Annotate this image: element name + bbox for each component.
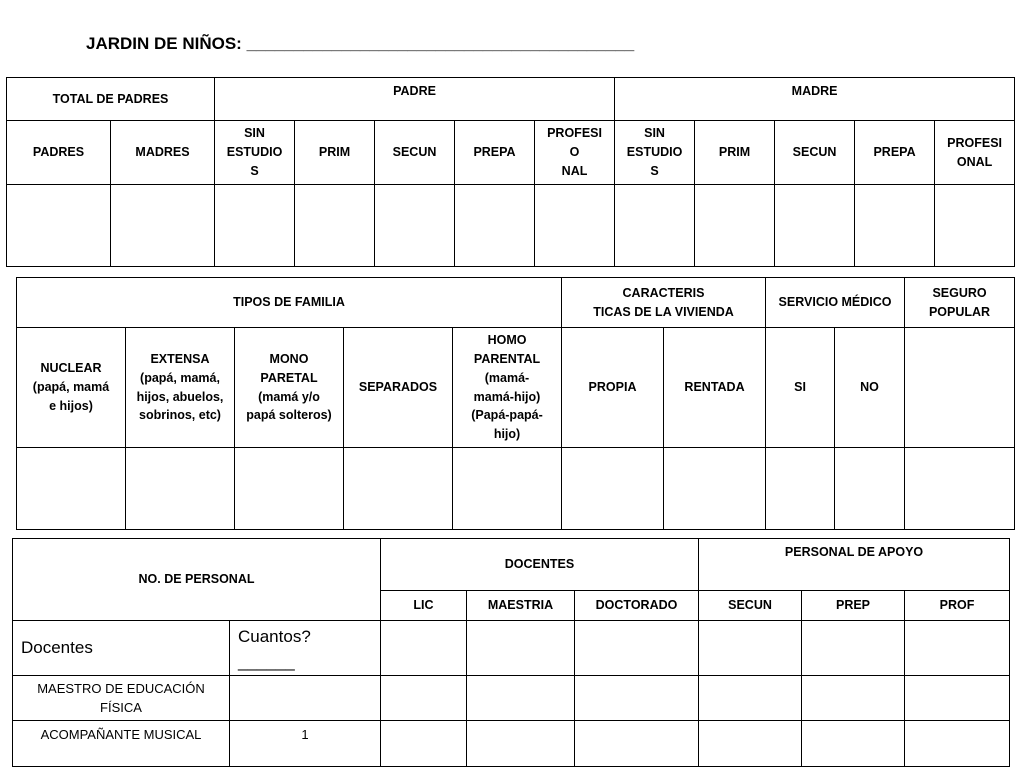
col-secun: SECUN: [699, 591, 802, 621]
entry-cell[interactable]: [562, 448, 664, 530]
entry-cell[interactable]: [775, 185, 855, 267]
entry-cell[interactable]: [835, 448, 905, 530]
docentes-header: DOCENTES: [381, 539, 699, 591]
madre-header: MADRE: [615, 78, 1015, 121]
entry-cell[interactable]: [126, 448, 235, 530]
col-separados: SEPARADOS: [344, 328, 453, 448]
entry-cell[interactable]: [381, 621, 467, 676]
entry-cell[interactable]: [575, 676, 699, 721]
entry-cell[interactable]: [575, 621, 699, 676]
seguro-popular-cell[interactable]: [905, 328, 1015, 448]
entry-cell[interactable]: [699, 721, 802, 767]
entry-cell[interactable]: [905, 676, 1010, 721]
entry-cell[interactable]: [802, 676, 905, 721]
page-title: JARDIN DE NIÑOS: _________________________________________: [86, 34, 635, 53]
entry-cell[interactable]: [111, 185, 215, 267]
entry-cell[interactable]: [802, 621, 905, 676]
col-monoparental: MONO PARETAL (mamá y/o papá solteros): [235, 328, 344, 448]
entry-cell[interactable]: [615, 185, 695, 267]
col-padre-prepa: PREPA: [455, 121, 535, 185]
col-nuclear: NUCLEAR (papá, mamá e hijos): [17, 328, 126, 448]
entry-cell[interactable]: [467, 676, 575, 721]
col-madres: MADRES: [111, 121, 215, 185]
row-acompanante-value[interactable]: 1: [230, 721, 381, 767]
entry-cell[interactable]: [802, 721, 905, 767]
entry-cell[interactable]: [467, 721, 575, 767]
col-padre-sin-estudios: SIN ESTUDIO S: [215, 121, 295, 185]
col-rentada: RENTADA: [664, 328, 766, 448]
entry-cell[interactable]: [467, 621, 575, 676]
col-lic: LIC: [381, 591, 467, 621]
parents-table: [6, 77, 1015, 267]
staff-table: [12, 538, 1010, 767]
tipos-familia-header: TIPOS DE FAMILIA: [17, 278, 562, 328]
entry-cell[interactable]: [766, 448, 835, 530]
row-docentes-label: Docentes: [13, 621, 230, 676]
col-prof: PROF: [905, 591, 1010, 621]
entry-cell[interactable]: [905, 621, 1010, 676]
entry-cell[interactable]: [905, 448, 1015, 530]
row-docentes-cuantos[interactable]: Cuantos? ______: [230, 621, 381, 676]
entry-cell[interactable]: [381, 676, 467, 721]
entry-cell[interactable]: [535, 185, 615, 267]
entry-cell[interactable]: [344, 448, 453, 530]
col-madre-prim: PRIM: [695, 121, 775, 185]
row-acompanante-label: ACOMPAÑANTE MUSICAL: [13, 721, 230, 767]
entry-cell[interactable]: [453, 448, 562, 530]
col-padre-secun: SECUN: [375, 121, 455, 185]
entry-cell[interactable]: [699, 621, 802, 676]
entry-cell[interactable]: [215, 185, 295, 267]
vivienda-header: CARACTERIS TICAS DE LA VIVIENDA: [562, 278, 766, 328]
entry-cell[interactable]: [664, 448, 766, 530]
col-padre-prim: PRIM: [295, 121, 375, 185]
col-madre-prepa: PREPA: [855, 121, 935, 185]
col-extensa: EXTENSA (papá, mamá, hijos, abuelos, sobrinos, etc): [126, 328, 235, 448]
col-homoparental: HOMO PARENTAL (mamá- mamá-hijo) (Papá-papá- hijo): [453, 328, 562, 448]
entry-cell[interactable]: [375, 185, 455, 267]
entry-cell[interactable]: [381, 721, 467, 767]
entry-cell[interactable]: [17, 448, 126, 530]
no-personal-header: NO. DE PERSONAL: [13, 539, 381, 621]
col-madre-secun: SECUN: [775, 121, 855, 185]
col-madre-profesional: PROFESI ONAL: [935, 121, 1015, 185]
entry-cell[interactable]: [235, 448, 344, 530]
row-educacion-fisica-label: MAESTRO DE EDUCACIÓN FÍSICA: [13, 676, 230, 721]
entry-cell[interactable]: [695, 185, 775, 267]
entry-cell[interactable]: [905, 721, 1010, 767]
entry-cell[interactable]: [455, 185, 535, 267]
col-madre-sin-estudios: SIN ESTUDIO S: [615, 121, 695, 185]
total-parents-header: TOTAL DE PADRES: [7, 78, 215, 121]
servicio-medico-header: SERVICIO MÉDICO: [766, 278, 905, 328]
padre-header: PADRE: [215, 78, 615, 121]
col-padre-profesional: PROFESI O NAL: [535, 121, 615, 185]
entry-cell[interactable]: [935, 185, 1015, 267]
entry-cell[interactable]: [699, 676, 802, 721]
personal-apoyo-header: PERSONAL DE APOYO: [699, 539, 1010, 591]
family-table: [16, 277, 1015, 530]
entry-cell[interactable]: [7, 185, 111, 267]
col-doctorado: DOCTORADO: [575, 591, 699, 621]
entry-cell[interactable]: [855, 185, 935, 267]
col-prep: PREP: [802, 591, 905, 621]
entry-cell[interactable]: [575, 721, 699, 767]
seguro-popular-header: SEGURO POPULAR: [905, 278, 1015, 328]
col-maestria: MAESTRIA: [467, 591, 575, 621]
col-si: SI: [766, 328, 835, 448]
row-educacion-fisica-value[interactable]: [230, 676, 381, 721]
col-propia: PROPIA: [562, 328, 664, 448]
col-no: NO: [835, 328, 905, 448]
col-padres: PADRES: [7, 121, 111, 185]
entry-cell[interactable]: [295, 185, 375, 267]
